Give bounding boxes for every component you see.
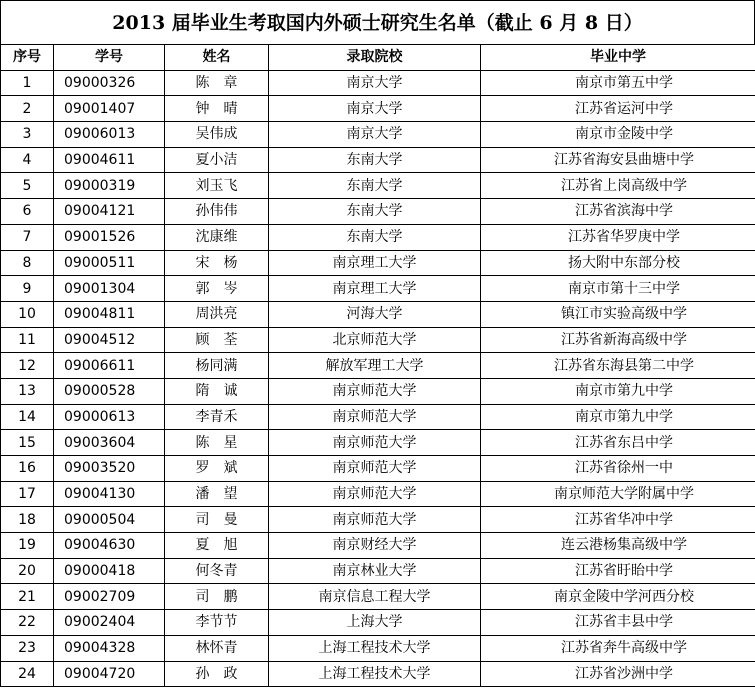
cell-high-school: 南京市第十三中学: [481, 276, 755, 302]
cell-index: 21: [1, 584, 54, 610]
cell-high-school: 江苏省沙洲中学: [481, 661, 755, 687]
cell-admitted-school: 南京师范大学: [269, 481, 481, 507]
cell-admitted-school: 南京大学: [269, 122, 481, 148]
cell-name: 孙 政: [165, 661, 269, 687]
cell-admitted-school: 南京师范大学: [269, 507, 481, 533]
cell-admitted-school: 解放军理工大学: [269, 353, 481, 379]
cell-index: 10: [1, 301, 54, 327]
cell-admitted-school: 南京师范大学: [269, 430, 481, 456]
cell-name: 孙伟伟: [165, 199, 269, 225]
cell-name: 林怀青: [165, 635, 269, 661]
table-row: [1, 96, 755, 122]
admissions-table: [0, 44, 755, 687]
cell-high-school: 江苏省上岗高级中学: [481, 173, 755, 199]
cell-index: 23: [1, 635, 54, 661]
header-index: 序号: [1, 45, 54, 71]
cell-index: 5: [1, 173, 54, 199]
cell-high-school: 连云港杨集高级中学: [481, 533, 755, 559]
cell-name: 夏小洁: [165, 147, 269, 173]
cell-index: 4: [1, 147, 54, 173]
table-row: [1, 584, 755, 610]
cell-admitted-school: 上海大学: [269, 610, 481, 636]
cell-index: 1: [1, 70, 54, 96]
cell-high-school: 江苏省新海高级中学: [481, 327, 755, 353]
cell-student-id: 09000613: [54, 404, 165, 430]
cell-student-id: 09002709: [54, 584, 165, 610]
cell-index: 6: [1, 199, 54, 225]
cell-name: 李青禾: [165, 404, 269, 430]
table-row: [1, 481, 755, 507]
table-row: [1, 404, 755, 430]
cell-name: 夏 旭: [165, 533, 269, 559]
cell-high-school: 江苏省滨海中学: [481, 199, 755, 225]
cell-index: 17: [1, 481, 54, 507]
cell-student-id: 09003604: [54, 430, 165, 456]
cell-admitted-school: 南京大学: [269, 96, 481, 122]
cell-high-school: 南京金陵中学河西分校: [481, 584, 755, 610]
cell-student-id: 09001407: [54, 96, 165, 122]
cell-student-id: 09004328: [54, 635, 165, 661]
cell-student-id: 09002404: [54, 610, 165, 636]
cell-index: 20: [1, 558, 54, 584]
cell-admitted-school: 河海大学: [269, 301, 481, 327]
cell-student-id: 09001304: [54, 276, 165, 302]
cell-name: 吴伟成: [165, 122, 269, 148]
cell-admitted-school: 南京财经大学: [269, 533, 481, 559]
cell-admitted-school: 上海工程技术大学: [269, 661, 481, 687]
table-row: [1, 250, 755, 276]
header-name: 姓名: [165, 45, 269, 71]
cell-student-id: 09004130: [54, 481, 165, 507]
cell-student-id: 09004121: [54, 199, 165, 225]
cell-admitted-school: 南京大学: [269, 70, 481, 96]
cell-index: 19: [1, 533, 54, 559]
cell-admitted-school: 南京林业大学: [269, 558, 481, 584]
table-row: [1, 635, 755, 661]
table-row: [1, 301, 755, 327]
cell-name: 顾 荃: [165, 327, 269, 353]
cell-student-id: 09006611: [54, 353, 165, 379]
cell-student-id: 09000319: [54, 173, 165, 199]
cell-high-school: 江苏省东海县第二中学: [481, 353, 755, 379]
table-row: [1, 533, 755, 559]
cell-high-school: 南京市金陵中学: [481, 122, 755, 148]
cell-admitted-school: 南京师范大学: [269, 456, 481, 482]
cell-high-school: 镇江市实验高级中学: [481, 301, 755, 327]
header-admitted-school: 录取院校: [269, 45, 481, 71]
cell-high-school: 江苏省华冲中学: [481, 507, 755, 533]
cell-student-id: 09000511: [54, 250, 165, 276]
cell-index: 22: [1, 610, 54, 636]
cell-index: 13: [1, 378, 54, 404]
table-row: [1, 224, 755, 250]
cell-admitted-school: 东南大学: [269, 147, 481, 173]
cell-student-id: 09004611: [54, 147, 165, 173]
cell-student-id: 09000326: [54, 70, 165, 96]
cell-index: 18: [1, 507, 54, 533]
table-row: [1, 661, 755, 687]
cell-name: 郭 岑: [165, 276, 269, 302]
cell-index: 24: [1, 661, 54, 687]
cell-name: 陈 章: [165, 70, 269, 96]
cell-name: 隋 诚: [165, 378, 269, 404]
cell-student-id: 09003520: [54, 456, 165, 482]
table-row: [1, 507, 755, 533]
table-row: [1, 610, 755, 636]
table-row: [1, 378, 755, 404]
table-row: [1, 199, 755, 225]
cell-high-school: 南京市第九中学: [481, 378, 755, 404]
cell-high-school: 江苏省徐州一中: [481, 456, 755, 482]
cell-index: 15: [1, 430, 54, 456]
cell-high-school: 南京市第九中学: [481, 404, 755, 430]
cell-name: 杨同满: [165, 353, 269, 379]
cell-name: 潘 望: [165, 481, 269, 507]
cell-student-id: 09006013: [54, 122, 165, 148]
cell-index: 12: [1, 353, 54, 379]
cell-student-id: 09004811: [54, 301, 165, 327]
cell-admitted-school: 东南大学: [269, 199, 481, 225]
cell-high-school: 江苏省盱眙中学: [481, 558, 755, 584]
cell-high-school: 南京师范大学附属中学: [481, 481, 755, 507]
cell-index: 3: [1, 122, 54, 148]
header-student-id: 学号: [54, 45, 165, 71]
cell-high-school: 江苏省海安县曲塘中学: [481, 147, 755, 173]
cell-name: 沈康维: [165, 224, 269, 250]
cell-admitted-school: 南京理工大学: [269, 250, 481, 276]
cell-admitted-school: 南京信息工程大学: [269, 584, 481, 610]
page-title: 2013 届毕业生考取国内外硕士研究生名单（截止 6 月 8 日）: [0, 0, 755, 44]
cell-student-id: 09004630: [54, 533, 165, 559]
cell-name: 陈 星: [165, 430, 269, 456]
table-row: [1, 430, 755, 456]
cell-index: 16: [1, 456, 54, 482]
cell-admitted-school: 上海工程技术大学: [269, 635, 481, 661]
cell-admitted-school: 东南大学: [269, 224, 481, 250]
cell-name: 司 鹏: [165, 584, 269, 610]
table-row: [1, 173, 755, 199]
cell-name: 李节节: [165, 610, 269, 636]
cell-name: 何冬青: [165, 558, 269, 584]
cell-high-school: 南京市第五中学: [481, 70, 755, 96]
cell-admitted-school: 东南大学: [269, 173, 481, 199]
table-header-row: [1, 45, 755, 71]
cell-admitted-school: 南京师范大学: [269, 404, 481, 430]
cell-student-id: 09001526: [54, 224, 165, 250]
cell-student-id: 09004720: [54, 661, 165, 687]
table-row: [1, 147, 755, 173]
cell-high-school: 江苏省奔牛高级中学: [481, 635, 755, 661]
cell-index: 2: [1, 96, 54, 122]
cell-high-school: 江苏省华罗庚中学: [481, 224, 755, 250]
table-row: [1, 122, 755, 148]
cell-index: 14: [1, 404, 54, 430]
cell-index: 9: [1, 276, 54, 302]
cell-admitted-school: 南京理工大学: [269, 276, 481, 302]
cell-student-id: 09000528: [54, 378, 165, 404]
cell-high-school: 扬大附中东部分校: [481, 250, 755, 276]
cell-name: 司 曼: [165, 507, 269, 533]
cell-index: 11: [1, 327, 54, 353]
cell-name: 钟 晴: [165, 96, 269, 122]
cell-admitted-school: 北京师范大学: [269, 327, 481, 353]
table-row: [1, 276, 755, 302]
cell-high-school: 江苏省东吕中学: [481, 430, 755, 456]
cell-name: 罗 斌: [165, 456, 269, 482]
cell-name: 宋 杨: [165, 250, 269, 276]
cell-index: 7: [1, 224, 54, 250]
cell-student-id: 09000418: [54, 558, 165, 584]
cell-high-school: 江苏省丰县中学: [481, 610, 755, 636]
header-high-school: 毕业中学: [481, 45, 755, 71]
cell-admitted-school: 南京师范大学: [269, 378, 481, 404]
table-row: [1, 327, 755, 353]
cell-name: 周洪亮: [165, 301, 269, 327]
table-row: [1, 353, 755, 379]
cell-student-id: 09004512: [54, 327, 165, 353]
cell-high-school: 江苏省运河中学: [481, 96, 755, 122]
cell-index: 8: [1, 250, 54, 276]
table-row: [1, 558, 755, 584]
cell-name: 刘玉飞: [165, 173, 269, 199]
cell-student-id: 09000504: [54, 507, 165, 533]
table-row: [1, 456, 755, 482]
table-row: [1, 70, 755, 96]
